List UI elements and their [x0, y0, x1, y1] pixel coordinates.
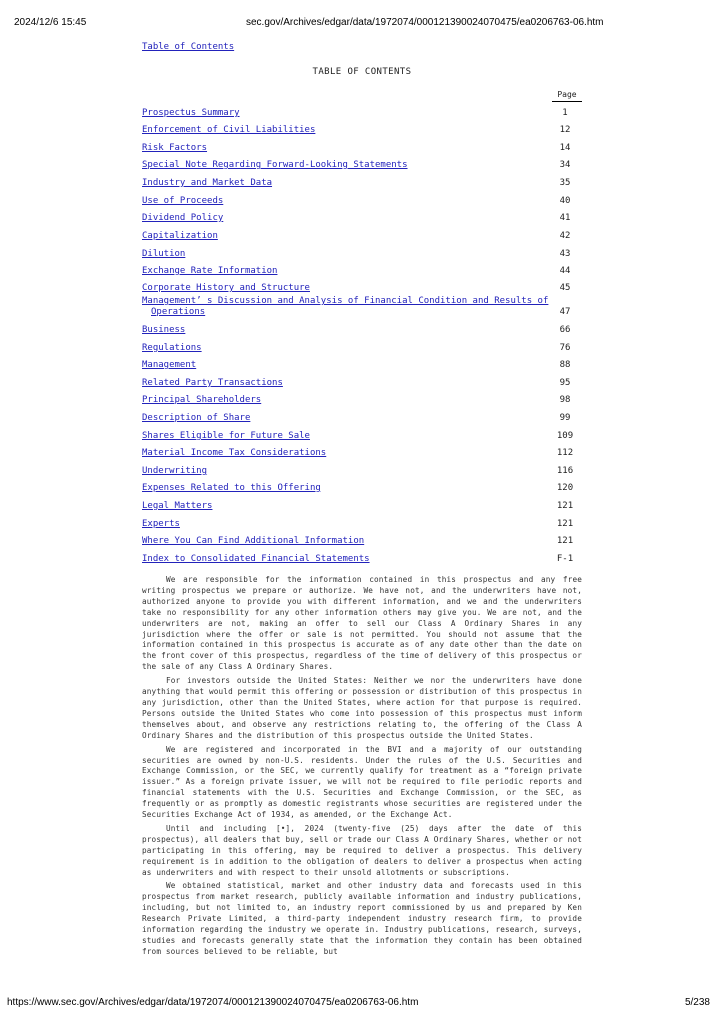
- paragraph-dealer-prospectus: Until and including [•], 2024 (twenty-five (25) days after the date of this prospectus), all dealers that buy, sell or trade our Class A Ordinary Shares, whether or not participating in this offering, may be required to deliver a prospectus. This delivery requirement is in addition to the obligation of dealers to deliver a prospectus when acting as underwriters and with respect to their unsold allotments or subscriptions.: [142, 823, 582, 877]
- toc-page-number: 98: [559, 395, 571, 405]
- table-of-contents-link[interactable]: Table of Contents: [142, 42, 235, 52]
- toc-page-number: 112: [556, 448, 574, 458]
- toc-page-number: 42: [559, 231, 571, 241]
- page-column-header: Page: [552, 90, 582, 102]
- toc-link-corporate-history[interactable]: Corporate History and Structure: [142, 283, 310, 293]
- print-datetime: 2024/12/6 15:45: [14, 17, 87, 28]
- toc-link-mdna-continued[interactable]: Operations: [151, 307, 206, 317]
- paragraph-responsibility: We are responsible for the information contained in this prospectus and any free writing prospectus we prepare or authorize. We have not, and the underwriters have not, authorized anyone to provide you with different information, and we and the underwriters take no responsibility for any other information others may give you. We are not, and the underwriters are not, making an offer to sell our Class A Ordinary Shares in any jurisdiction where the offer or sale is not permitted. You should not assume that the information contained in this prospectus is accurate as of any date other than the date on the front cover of this prospectus, regardless of the time of delivery of this prospectus or the sale of any Class A Ordinary Shares.: [142, 575, 582, 672]
- toc-link-legal-matters[interactable]: Legal Matters: [142, 501, 213, 511]
- toc-page-number: 40: [559, 196, 571, 206]
- toc-entry: [142, 519, 572, 530]
- toc-page-number: 120: [556, 483, 574, 493]
- toc-page-number: 14: [559, 143, 571, 153]
- paragraph-investors-outside-us: For investors outside the United States: Neither we nor the underwriters have done anything that would permit this offering or possession or distribution of this prospectus in any jurisdiction, other than the United States, where action for that purpose is required. Persons outside the United States who come into possession of this prospectus must inform themselves about, and observe any restrictions relating to, the offering of the Class A Ordinary Shares and the distribution of this prospectus outside the United States.: [142, 676, 582, 740]
- toc-entry: [142, 378, 572, 389]
- toc-link-description-of-share[interactable]: Description of Share: [142, 413, 251, 423]
- toc-link-regulations[interactable]: Regulations: [142, 343, 202, 353]
- toc-link-dilution[interactable]: Dilution: [142, 249, 186, 259]
- body-text: [142, 575, 582, 961]
- toc-entry: [142, 343, 572, 354]
- toc-page-number: 88: [559, 360, 571, 370]
- toc-page-number: 116: [556, 466, 574, 476]
- toc-link-principal-shareholders[interactable]: Principal Shareholders: [142, 395, 262, 405]
- toc-page-number: 99: [559, 413, 571, 423]
- toc-page-number: 12: [559, 125, 571, 135]
- print-page-counter: 5/238: [684, 997, 710, 1008]
- toc-entry: [142, 483, 572, 494]
- toc-entry: [142, 266, 572, 277]
- toc-link-experts[interactable]: Experts: [142, 519, 180, 529]
- toc-entry: [142, 360, 572, 371]
- toc-link-income-tax[interactable]: Material Income Tax Considerations: [142, 448, 327, 458]
- toc-page-number: 34: [559, 160, 571, 170]
- toc-link-industry-market-data[interactable]: Industry and Market Data: [142, 178, 273, 188]
- toc-page-number: 44: [559, 266, 571, 276]
- toc-entry: [142, 395, 572, 406]
- toc-entry: [142, 231, 572, 242]
- toc-entry: [142, 501, 572, 512]
- toc-entry: [142, 196, 572, 207]
- toc-page-number: 45: [559, 283, 571, 293]
- toc-entry: [142, 325, 572, 336]
- toc-link-use-of-proceeds[interactable]: Use of Proceeds: [142, 196, 224, 206]
- toc-link-exchange-rate[interactable]: Exchange Rate Information: [142, 266, 278, 276]
- toc-entry: [142, 249, 572, 260]
- toc-page-number: 66: [559, 325, 571, 335]
- toc-link-shares-eligible[interactable]: Shares Eligible for Future Sale: [142, 431, 310, 441]
- toc-page-number: 121: [556, 536, 574, 546]
- toc-link-financial-statements-index[interactable]: Index to Consolidated Financial Statements: [142, 554, 370, 564]
- print-footer-url: https://www.sec.gov/Archives/edgar/data/1972074/000121390024070475/ea0206763-06.htm: [7, 997, 419, 1008]
- toc-link-management[interactable]: Management: [142, 360, 197, 370]
- toc-link-additional-information[interactable]: Where You Can Find Additional Information: [142, 536, 365, 546]
- toc-entry: [142, 296, 572, 318]
- toc-link-mdna[interactable]: Management’ s Discussion and Analysis of Financial Condition and Results of: [142, 296, 549, 306]
- toc-page-number: 109: [556, 431, 574, 441]
- toc-link-related-party[interactable]: Related Party Transactions: [142, 378, 283, 388]
- toc-entry: [142, 466, 572, 477]
- toc-entry: [142, 108, 572, 119]
- toc-link-underwriting[interactable]: Underwriting: [142, 466, 208, 476]
- toc-page-number: 41: [559, 213, 571, 223]
- toc-page-number: 76: [559, 343, 571, 353]
- toc-entry: [142, 160, 572, 171]
- toc-page-number: 35: [559, 178, 571, 188]
- toc-entry: [142, 413, 572, 424]
- toc-page-number: 95: [559, 378, 571, 388]
- paragraph-market-data: We obtained statistical, market and other industry data and forecasts used in this prospectus from market research, publicly available information and industry publications, including, but not limited to, an industry report commissioned by us and prepared by Ken Research Private Limited, a third-party independent industry research firm, to provide information regarding the industry we operate in. Industry publications, research, surveys, studies and forecasts generally state that the information they contain has been obtained from sources believed to be reliable, but: [142, 881, 582, 956]
- toc-page-number: 121: [556, 501, 574, 511]
- toc-entry: [142, 143, 572, 154]
- print-header-url: sec.gov/Archives/edgar/data/1972074/000121390024070475/ea0206763-06.htm: [246, 17, 604, 28]
- toc-page-number: 43: [559, 249, 571, 259]
- toc-title: TABLE OF CONTENTS: [312, 67, 412, 77]
- toc-entry: [142, 283, 572, 294]
- toc-page-number: 47: [559, 307, 571, 317]
- toc-entry: [142, 431, 572, 442]
- toc-link-forward-looking[interactable]: Special Note Regarding Forward-Looking Statements: [142, 160, 408, 170]
- toc-entry: [142, 213, 572, 224]
- toc-entry: [142, 178, 572, 189]
- toc-link-expenses[interactable]: Expenses Related to this Offering: [142, 483, 321, 493]
- toc-page-number: 1: [562, 108, 568, 118]
- toc-link-business[interactable]: Business: [142, 325, 186, 335]
- toc-link-enforcement[interactable]: Enforcement of Civil Liabilities: [142, 125, 316, 135]
- toc-page-number: F-1: [556, 554, 574, 564]
- toc-link-dividend-policy[interactable]: Dividend Policy: [142, 213, 224, 223]
- toc-link-prospectus-summary[interactable]: Prospectus Summary: [142, 108, 240, 118]
- toc-link-capitalization[interactable]: Capitalization: [142, 231, 218, 241]
- paragraph-foreign-private-issuer: We are registered and incorporated in the BVI and a majority of our outstanding securities are owned by non-U.S. residents. Under the rules of the U.S. Securities and Exchange Commission, or the SEC, we currently qualify for treatment as a “foreign private issuer.” As a foreign private issuer, we will not be required to file periodic reports and financial statements with the U.S. Securities and Exchange Commission, or the SEC, as frequently or as promptly as domestic registrants whose securities are registered under the Securities Exchange Act of 1934, as amended, or the Exchange Act.: [142, 744, 582, 820]
- toc-entry: [142, 536, 572, 547]
- toc-page-number: 121: [556, 519, 574, 529]
- toc-link-risk-factors[interactable]: Risk Factors: [142, 143, 208, 153]
- toc-entry: [142, 125, 572, 136]
- toc-entry: [142, 448, 572, 459]
- toc-entry: [142, 554, 572, 565]
